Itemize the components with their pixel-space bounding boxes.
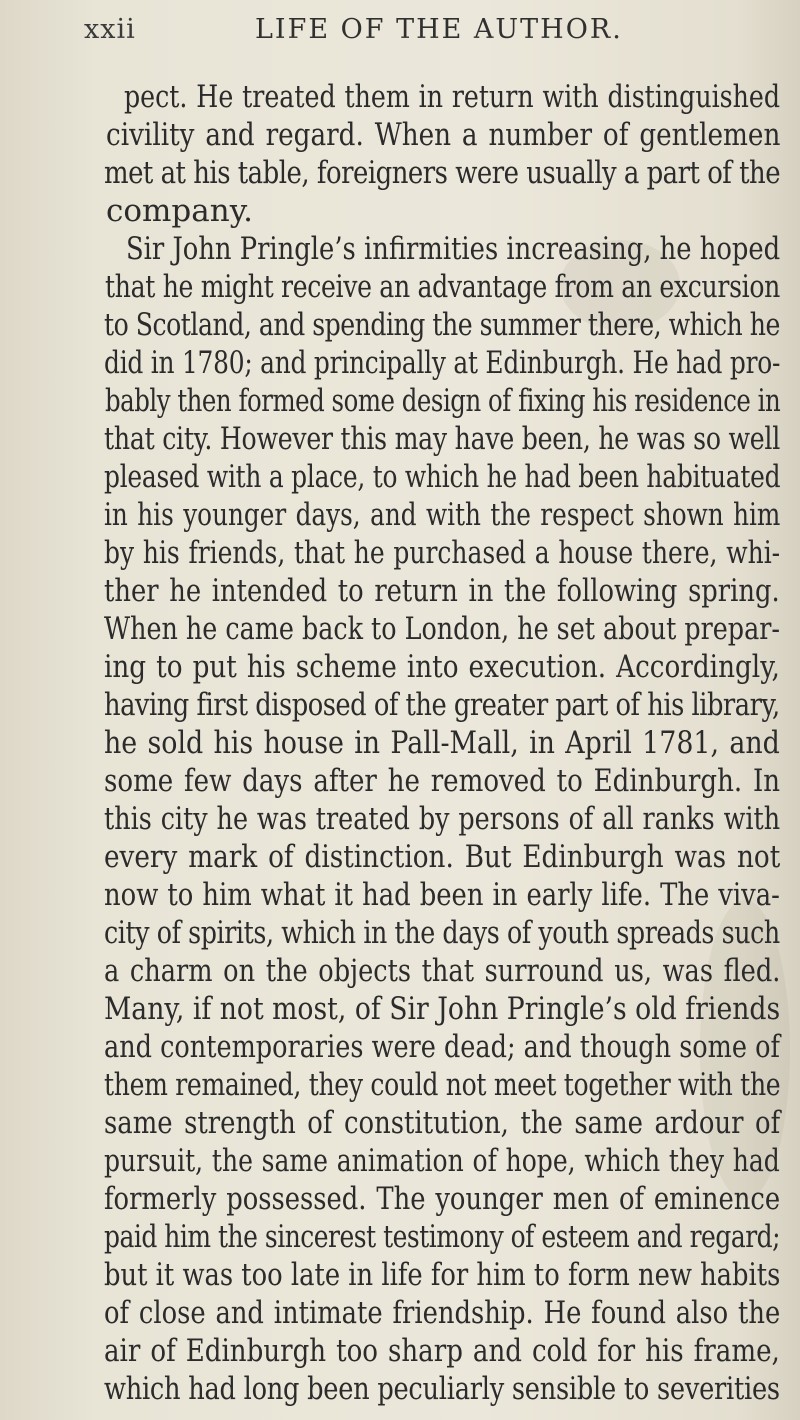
text-line: same strength of constitution, the same ardour of	[104, 1105, 781, 1141]
text-line: them remained, they could not meet together with the	[104, 1067, 781, 1103]
text-line: did in 1780; and principally at Edinburgh. He had pro-	[104, 345, 781, 381]
text-line: this city he was treated by persons of all ranks with	[104, 801, 781, 837]
text-line: he sold his house in Pall-Mall, in April 1781, and	[104, 725, 780, 761]
text-line: to Scotland, and spending the summer there, which he	[104, 307, 780, 343]
text-line: in his younger days, and with the respect shown him	[104, 497, 781, 533]
text-line: some few days after he removed to Edinburgh. In	[104, 763, 781, 799]
text-line: air of Edinburgh too sharp and cold for his frame,	[104, 1333, 780, 1369]
page-header	[0, 14, 800, 74]
text-line: but it was too late in life for him to form new habits	[104, 1257, 781, 1293]
text-line: met at his table, foreigners were usually a part of the	[104, 155, 781, 191]
text-line: pleased with a place, to which he had been habituated	[104, 459, 781, 495]
text-line: civility and regard. When a number of gentlemen	[106, 117, 781, 153]
text-line: ing to put his scheme into execution. Accordingly,	[104, 649, 780, 685]
text-line: city of spirits, which in the days of youth spreads such	[104, 915, 780, 951]
text-line: formerly possessed. The younger men of eminence	[104, 1181, 781, 1217]
text-line: paid him the sincerest testimony of esteem and regard;	[104, 1219, 781, 1255]
text-line: pursuit, the same animation of hope, which they had	[104, 1143, 780, 1179]
text-line: company.	[106, 193, 253, 229]
text-line: When he came back to London, he set about prepar-	[104, 611, 780, 647]
text-line: having first disposed of the greater part of his library,	[104, 687, 780, 723]
text-line: Sir John Pringle’s infirmities increasing, he hoped	[126, 231, 781, 267]
page-number: xxii	[84, 14, 136, 45]
text-line: every mark of distinction. But Edinburgh was not	[104, 839, 781, 875]
text-line: which had long been peculiarly sensible to severities	[104, 1371, 780, 1407]
text-line: and contemporaries were dead; and though some of	[104, 1029, 780, 1065]
text-line: by his friends, that he purchased a house there, whi-	[104, 535, 781, 571]
text-line: that city. However this may have been, he was so well	[104, 421, 781, 457]
text-line: pect. He treated them in return with distinguished	[124, 79, 781, 115]
text-line: bably then formed some design of fixing his residence in	[105, 383, 781, 419]
text-line: a charm on the objects that surround us, was fled.	[104, 953, 781, 989]
text-line: ther he intended to return in the following spring.	[104, 573, 780, 609]
text-line: of close and intimate friendship. He found also the	[104, 1295, 781, 1331]
text-line: now to him what it had been in early life. The viva-	[104, 877, 780, 913]
text-line: that he might receive an advantage from an excursion	[105, 269, 781, 305]
text-line: Many, if not most, of Sir John Pringle’s old friends	[104, 991, 781, 1027]
running-head: LIFE OF THE AUTHOR.	[255, 14, 623, 45]
